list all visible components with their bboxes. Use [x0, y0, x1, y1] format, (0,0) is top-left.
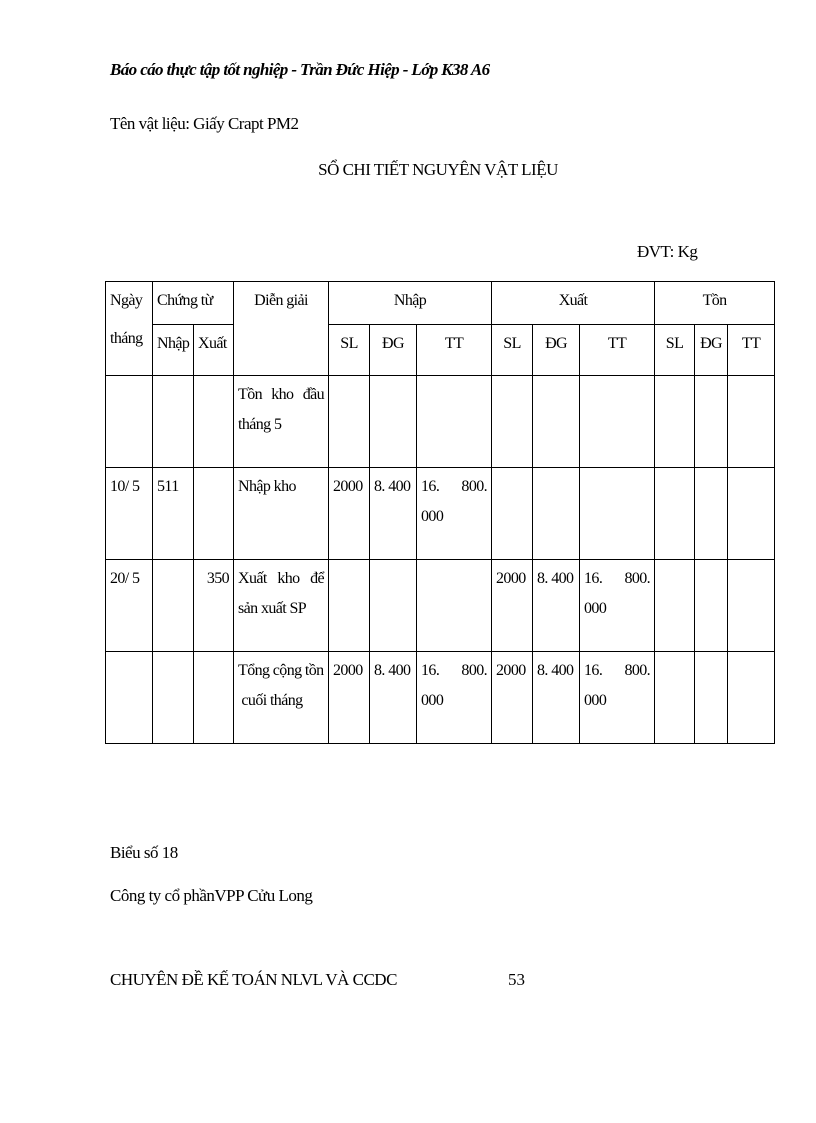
unit-of-measure: ĐVT: Kg: [637, 242, 698, 261]
row-out-dg: 8. 400: [533, 560, 580, 652]
row-out-tt: [580, 376, 655, 468]
row-description: Tồn kho đầu tháng 5: [234, 376, 329, 468]
row-in-sl: 2000: [329, 652, 370, 744]
table-row: [106, 652, 775, 744]
issue-dg-header: ĐG: [533, 325, 580, 376]
voucher-out-header: Xuất: [194, 325, 234, 376]
material-ledger-table: [105, 281, 775, 744]
row-stock-dg: [695, 468, 728, 560]
row-description: Tổng cộng tồn cuối tháng: [234, 652, 329, 744]
row-voucher-in: 511: [153, 468, 194, 560]
report-header: Báo cáo thực tập tốt nghiệp - Trần Đức Hiệp - Lớp K38 A6: [110, 60, 490, 79]
row-out-dg: 8. 400: [533, 652, 580, 744]
row-stock-tt: [728, 376, 775, 468]
description-header: Diễn giải: [234, 282, 329, 376]
row-out-sl: 2000: [492, 560, 533, 652]
issue-sl-header: SL: [492, 325, 533, 376]
row-in-tt: [417, 376, 492, 468]
receipt-group-header: Nhập: [329, 282, 492, 325]
stock-dg-header: ĐG: [695, 325, 728, 376]
row-in-sl: [329, 376, 370, 468]
material-name: Tên vật liệu: Giấy Crapt PM2: [110, 114, 299, 133]
row-out-sl: 2000: [492, 652, 533, 744]
stock-tt-header: TT: [728, 325, 775, 376]
receipt-dg-header: ĐG: [370, 325, 417, 376]
issue-tt-header: TT: [580, 325, 655, 376]
date-header: Ngày tháng: [106, 282, 153, 376]
table-header-row: [106, 282, 775, 325]
row-stock-sl: [655, 376, 695, 468]
page-number: 53: [508, 970, 525, 989]
row-stock-dg: [695, 376, 728, 468]
row-out-sl: [492, 468, 533, 560]
row-date: 10/ 5: [106, 468, 153, 560]
row-in-dg: 8. 400: [370, 468, 417, 560]
row-in-tt: [417, 560, 492, 652]
row-out-dg: [533, 468, 580, 560]
table-subheader-row: [106, 325, 775, 376]
row-in-sl: 2000: [329, 468, 370, 560]
row-description: Nhập kho: [234, 468, 329, 560]
row-stock-dg: [695, 652, 728, 744]
row-in-dg: [370, 376, 417, 468]
row-date: [106, 652, 153, 744]
table-row: [106, 468, 775, 560]
table-row: [106, 560, 775, 652]
ledger-title: SỔ CHI TIẾT NGUYÊN VẬT LIỆU: [318, 160, 558, 179]
table-row: [106, 376, 775, 468]
row-stock-sl: [655, 652, 695, 744]
receipt-tt-header: TT: [417, 325, 492, 376]
row-out-tt: [580, 468, 655, 560]
row-in-dg: 8. 400: [370, 652, 417, 744]
row-stock-tt: [728, 468, 775, 560]
row-in-tt: 16. 800. 000: [417, 468, 492, 560]
row-in-sl: [329, 560, 370, 652]
row-out-tt: 16. 800. 000: [580, 652, 655, 744]
row-voucher-out: [194, 468, 234, 560]
stock-sl-header: SL: [655, 325, 695, 376]
row-voucher-in: [153, 376, 194, 468]
footer-topic: CHUYÊN ĐỀ KẾ TOÁN NLVL VÀ CCDC: [110, 970, 397, 989]
row-voucher-out: [194, 652, 234, 744]
row-stock-tt: [728, 560, 775, 652]
row-voucher-in: [153, 560, 194, 652]
form-number: Biểu số 18: [110, 843, 178, 862]
voucher-in-header: Nhập: [153, 325, 194, 376]
row-out-tt: 16. 800. 000: [580, 560, 655, 652]
issue-group-header: Xuất: [492, 282, 655, 325]
row-stock-tt: [728, 652, 775, 744]
row-stock-sl: [655, 468, 695, 560]
row-stock-sl: [655, 560, 695, 652]
company-name: Công ty cổ phầnVPP Cửu Long: [110, 886, 313, 905]
row-stock-dg: [695, 560, 728, 652]
row-in-tt: 16. 800. 000: [417, 652, 492, 744]
row-voucher-out: [194, 376, 234, 468]
voucher-header: Chứng từ: [153, 282, 234, 325]
row-date: [106, 376, 153, 468]
row-voucher-in: [153, 652, 194, 744]
row-in-dg: [370, 560, 417, 652]
stock-group-header: Tồn: [655, 282, 775, 325]
row-voucher-out: 350: [194, 560, 234, 652]
row-date: 20/ 5: [106, 560, 153, 652]
row-description: Xuất kho để sản xuất SP: [234, 560, 329, 652]
receipt-sl-header: SL: [329, 325, 370, 376]
row-out-dg: [533, 376, 580, 468]
row-out-sl: [492, 376, 533, 468]
